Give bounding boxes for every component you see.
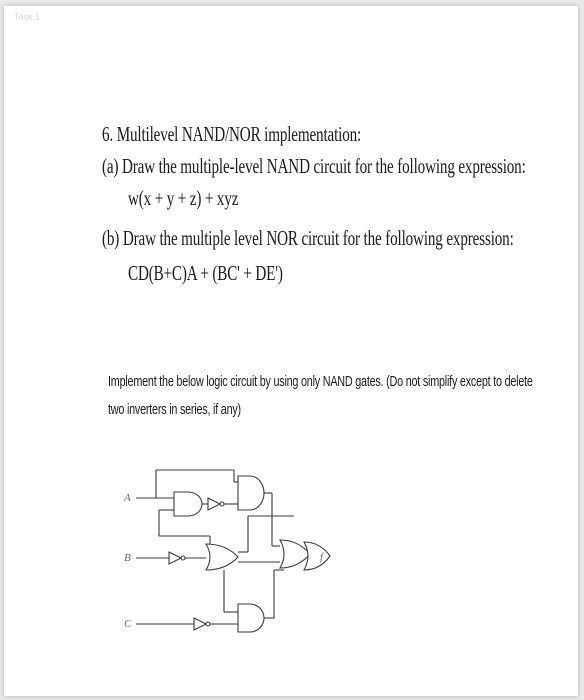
inverter-c-bubble bbox=[206, 622, 210, 626]
input-label-b: B bbox=[124, 552, 131, 564]
inverter-b-bubble bbox=[181, 556, 185, 560]
input-label-a: A bbox=[124, 492, 131, 504]
logic-circuit-diagram bbox=[114, 446, 334, 646]
inverter-top bbox=[208, 498, 220, 510]
instruction-text: Implement the below logic circuit by using only NAND gates. (Do not simplify except to delete two inverters in series, if any) bbox=[108, 373, 533, 418]
inverter-top-bubble bbox=[220, 502, 224, 506]
corner-mark: Task 1 bbox=[14, 12, 41, 22]
question-heading: 6. Multilevel NAND/NOR implementation: bbox=[102, 122, 362, 146]
inverter-b bbox=[169, 552, 181, 564]
document-page bbox=[4, 6, 578, 696]
question-part-b: (b) Draw the multiple level NOR circuit for the following expression: bbox=[102, 226, 514, 250]
and-gate-top-left bbox=[174, 492, 202, 516]
logic-gates bbox=[169, 476, 330, 632]
or-gate-middle bbox=[206, 544, 238, 570]
expression-a: w(x + y + z) + xyz bbox=[128, 186, 239, 210]
output-label-f: f bbox=[320, 551, 324, 563]
question-part-a: (a) Draw the multiple-level NAND circuit for the following expression: bbox=[102, 154, 526, 178]
or-gate-output bbox=[304, 542, 330, 570]
expression-b: CD(B+C)A + (BC' + DE') bbox=[128, 261, 283, 285]
inverter-c bbox=[194, 618, 206, 630]
input-label-c: C bbox=[124, 618, 132, 630]
and-gate-top-right bbox=[238, 476, 264, 510]
and-gate-bottom bbox=[238, 604, 264, 632]
